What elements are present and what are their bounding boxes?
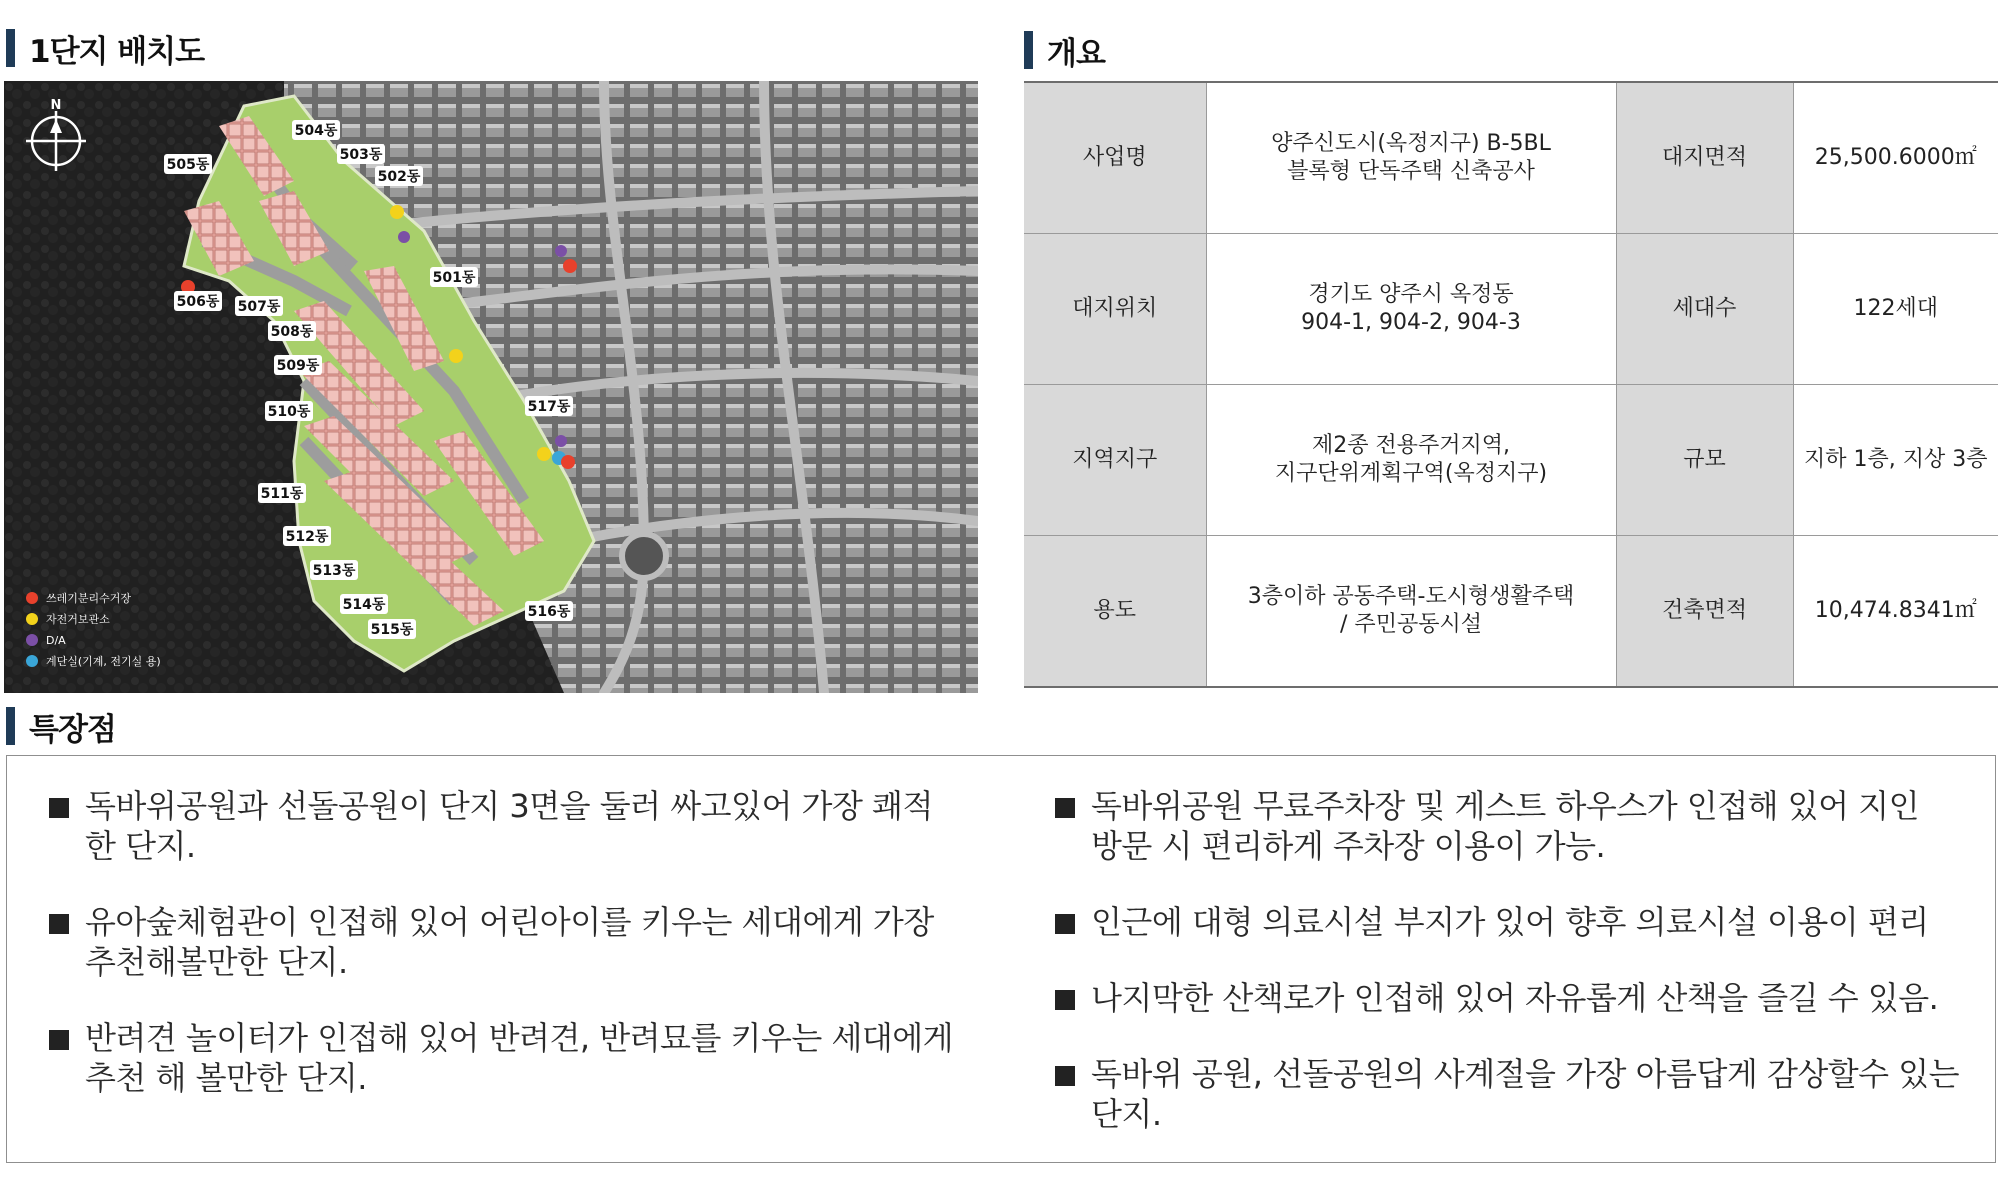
overview-value [1206,82,1616,234]
legend-entry [26,654,161,668]
dong-label-text: 506동 [176,294,220,310]
overview-label-text: 규모 [1683,447,1726,472]
overview-section-title [1024,30,1105,70]
legend-label: 계단실(기계, 전기실 용) [46,655,161,668]
feature-item [1055,786,1985,866]
overview-value [1206,536,1616,688]
overview-label-text: 건축면적 [1661,598,1747,623]
overview-value [1793,82,1998,234]
dong-label-text: 510동 [267,404,311,420]
feature-text: 반려견 놀이터가 인접해 있어 반려견, 반려묘를 키우는 세대에게 [85,1019,954,1057]
features-left-column [49,786,989,1098]
dong-label-text: 507동 [237,299,281,315]
overview-value-text: 양주신도시(옥정지구) B-5BL [1271,131,1551,156]
overview-label [1616,234,1793,385]
overview-label [1024,82,1206,234]
dong-label-text: 512동 [285,529,329,545]
overview-value [1793,234,1998,385]
overview-label-text: 사업명 [1082,145,1147,170]
feature-item [1055,902,1985,942]
overview-value [1206,385,1616,536]
map-title-text: 1단지 배치도 [29,33,205,70]
feature-text: 추천해볼만한 단지. [85,943,348,981]
feature-item [1055,1054,1985,1134]
dong-label [265,401,313,421]
dong-label-text: 511동 [260,486,304,502]
compass-north-label: N [50,98,62,113]
dong-label-text: 516동 [527,604,571,620]
dong-label-text: 508동 [270,324,314,340]
overview-row [1024,385,1998,536]
overview-value-text: 지구단위계획구역(옥정지구) [1274,461,1548,486]
dong-label-text: 513동 [312,563,356,579]
map-section-title [6,28,204,68]
feature-text: 추천 해 볼만한 단지. [85,1059,367,1097]
overview-label [1024,234,1206,385]
overview-label [1616,536,1793,688]
bullet-square-icon [49,1030,69,1050]
site-plan-map [4,81,978,693]
dong-label [525,601,573,621]
bullet-square-icon [49,914,69,934]
legend-label: 자전거보관소 [46,613,110,626]
feature-item [49,1018,989,1098]
overview-value-text: 3층이하 공동주택-도시형생활주택 [1247,584,1575,609]
feature-item [49,902,989,982]
feature-text: 독바위공원과 선돌공원이 단지 3면을 둘러 싸고있어 가장 쾌적 [85,787,933,825]
feature-text: 한 단지. [85,827,196,865]
dong-label-text: 515동 [370,622,414,638]
overview-table [1024,81,1998,688]
dong-label [430,267,478,287]
dong-label [174,291,222,311]
overview-value-text: / 주민공동시설 [1340,612,1482,637]
bullet-square-icon [49,798,69,818]
dong-label-text: 517동 [527,399,571,415]
overview-label-text: 지역지구 [1072,447,1158,472]
overview-value-text: 경기도 양주시 옥정동 [1308,282,1514,307]
features-box [6,755,1996,1163]
overview-value [1793,385,1998,536]
dong-label [368,619,416,639]
dong-label [235,296,283,316]
dong-label-text: 501동 [432,270,476,286]
legend-entry [26,634,66,647]
dong-label-text: 502동 [377,169,421,185]
overview-row [1024,234,1998,385]
title-accent-bar [6,707,15,745]
legend-label: 쓰레기분리수거장 [46,592,132,605]
feature-text: 유아숲체험관이 인접해 있어 어린아이를 키우는 세대에게 가장 [85,903,934,941]
features-title-text: 특장점 [29,711,116,748]
title-accent-bar [6,29,15,67]
dong-label [525,396,573,416]
dong-label [164,154,212,174]
legend-dot-icon [26,592,38,604]
feature-text: 단지. [1091,1095,1162,1133]
overview-value-text: 122세대 [1853,296,1938,321]
overview-label-text: 세대수 [1672,296,1737,321]
dong-label [268,321,316,341]
overview-value-text: 제2종 전용주거지역, [1312,433,1510,458]
dong-label [283,526,331,546]
feature-text: 방문 시 편리하게 주차장 이용이 가능. [1091,827,1606,865]
overview-label-text: 대지위치 [1072,296,1158,321]
feature-text: 독바위 공원, 선돌공원의 사계절을 가장 아름답게 감상할수 있는 [1091,1055,1960,1093]
bullet-square-icon [1055,990,1075,1010]
features-section-title [6,706,116,746]
dong-label-text: 504동 [294,123,338,139]
overview-label [1616,82,1793,234]
title-accent-bar [1024,31,1033,69]
dong-label [292,120,340,140]
feature-text: 나지막한 산책로가 인접해 있어 자유롭게 산책을 즐길 수 있음. [1091,979,1939,1017]
dong-label-text: 505동 [166,157,210,173]
overview-title-text: 개요 [1047,35,1105,72]
legend-dot-icon [26,613,38,625]
dong-label-text: 503동 [339,147,383,163]
dong-label [258,483,306,503]
bullet-square-icon [1055,914,1075,934]
overview-value-text: 지하 1층, 지상 3층 [1804,447,1988,472]
overview-value [1793,536,1998,688]
feature-text: 인근에 대형 의료시설 부지가 있어 향후 의료시설 이용이 편리 [1091,903,1929,941]
overview-row [1024,536,1998,688]
overview-value-text: 904-1, 904-2, 904-3 [1301,310,1521,335]
feature-text: 독바위공원 무료주차장 및 게스트 하우스가 인접해 있어 지인 [1091,787,1920,825]
overview-label [1616,385,1793,536]
overview-label [1024,385,1206,536]
overview-label-text: 용도 [1093,598,1136,623]
dong-label-text: 509동 [276,358,320,374]
legend-dot-icon [26,634,38,646]
overview-value-text: 10,474.8341㎡ [1814,598,1977,623]
bullet-square-icon [1055,798,1075,818]
dong-label [340,594,388,614]
dong-label-text: 514동 [342,597,386,613]
overview-label-text: 대지면적 [1661,145,1747,170]
overview-value-text: 25,500.6000㎡ [1814,145,1977,170]
dong-label [337,144,385,164]
dong-label [375,166,423,186]
legend-label: D/A [46,634,66,647]
overview-value-text: 블록형 단독주택 신축공사 [1287,159,1535,184]
legend-dot-icon [26,655,38,667]
overview-label [1024,536,1206,688]
overview-row [1024,82,1998,234]
dong-label [310,560,358,580]
feature-item [1055,978,1985,1018]
bullet-square-icon [1055,1066,1075,1086]
feature-item [49,786,989,866]
dong-label [274,355,322,375]
features-right-column [1055,786,1985,1134]
overview-value [1206,234,1616,385]
